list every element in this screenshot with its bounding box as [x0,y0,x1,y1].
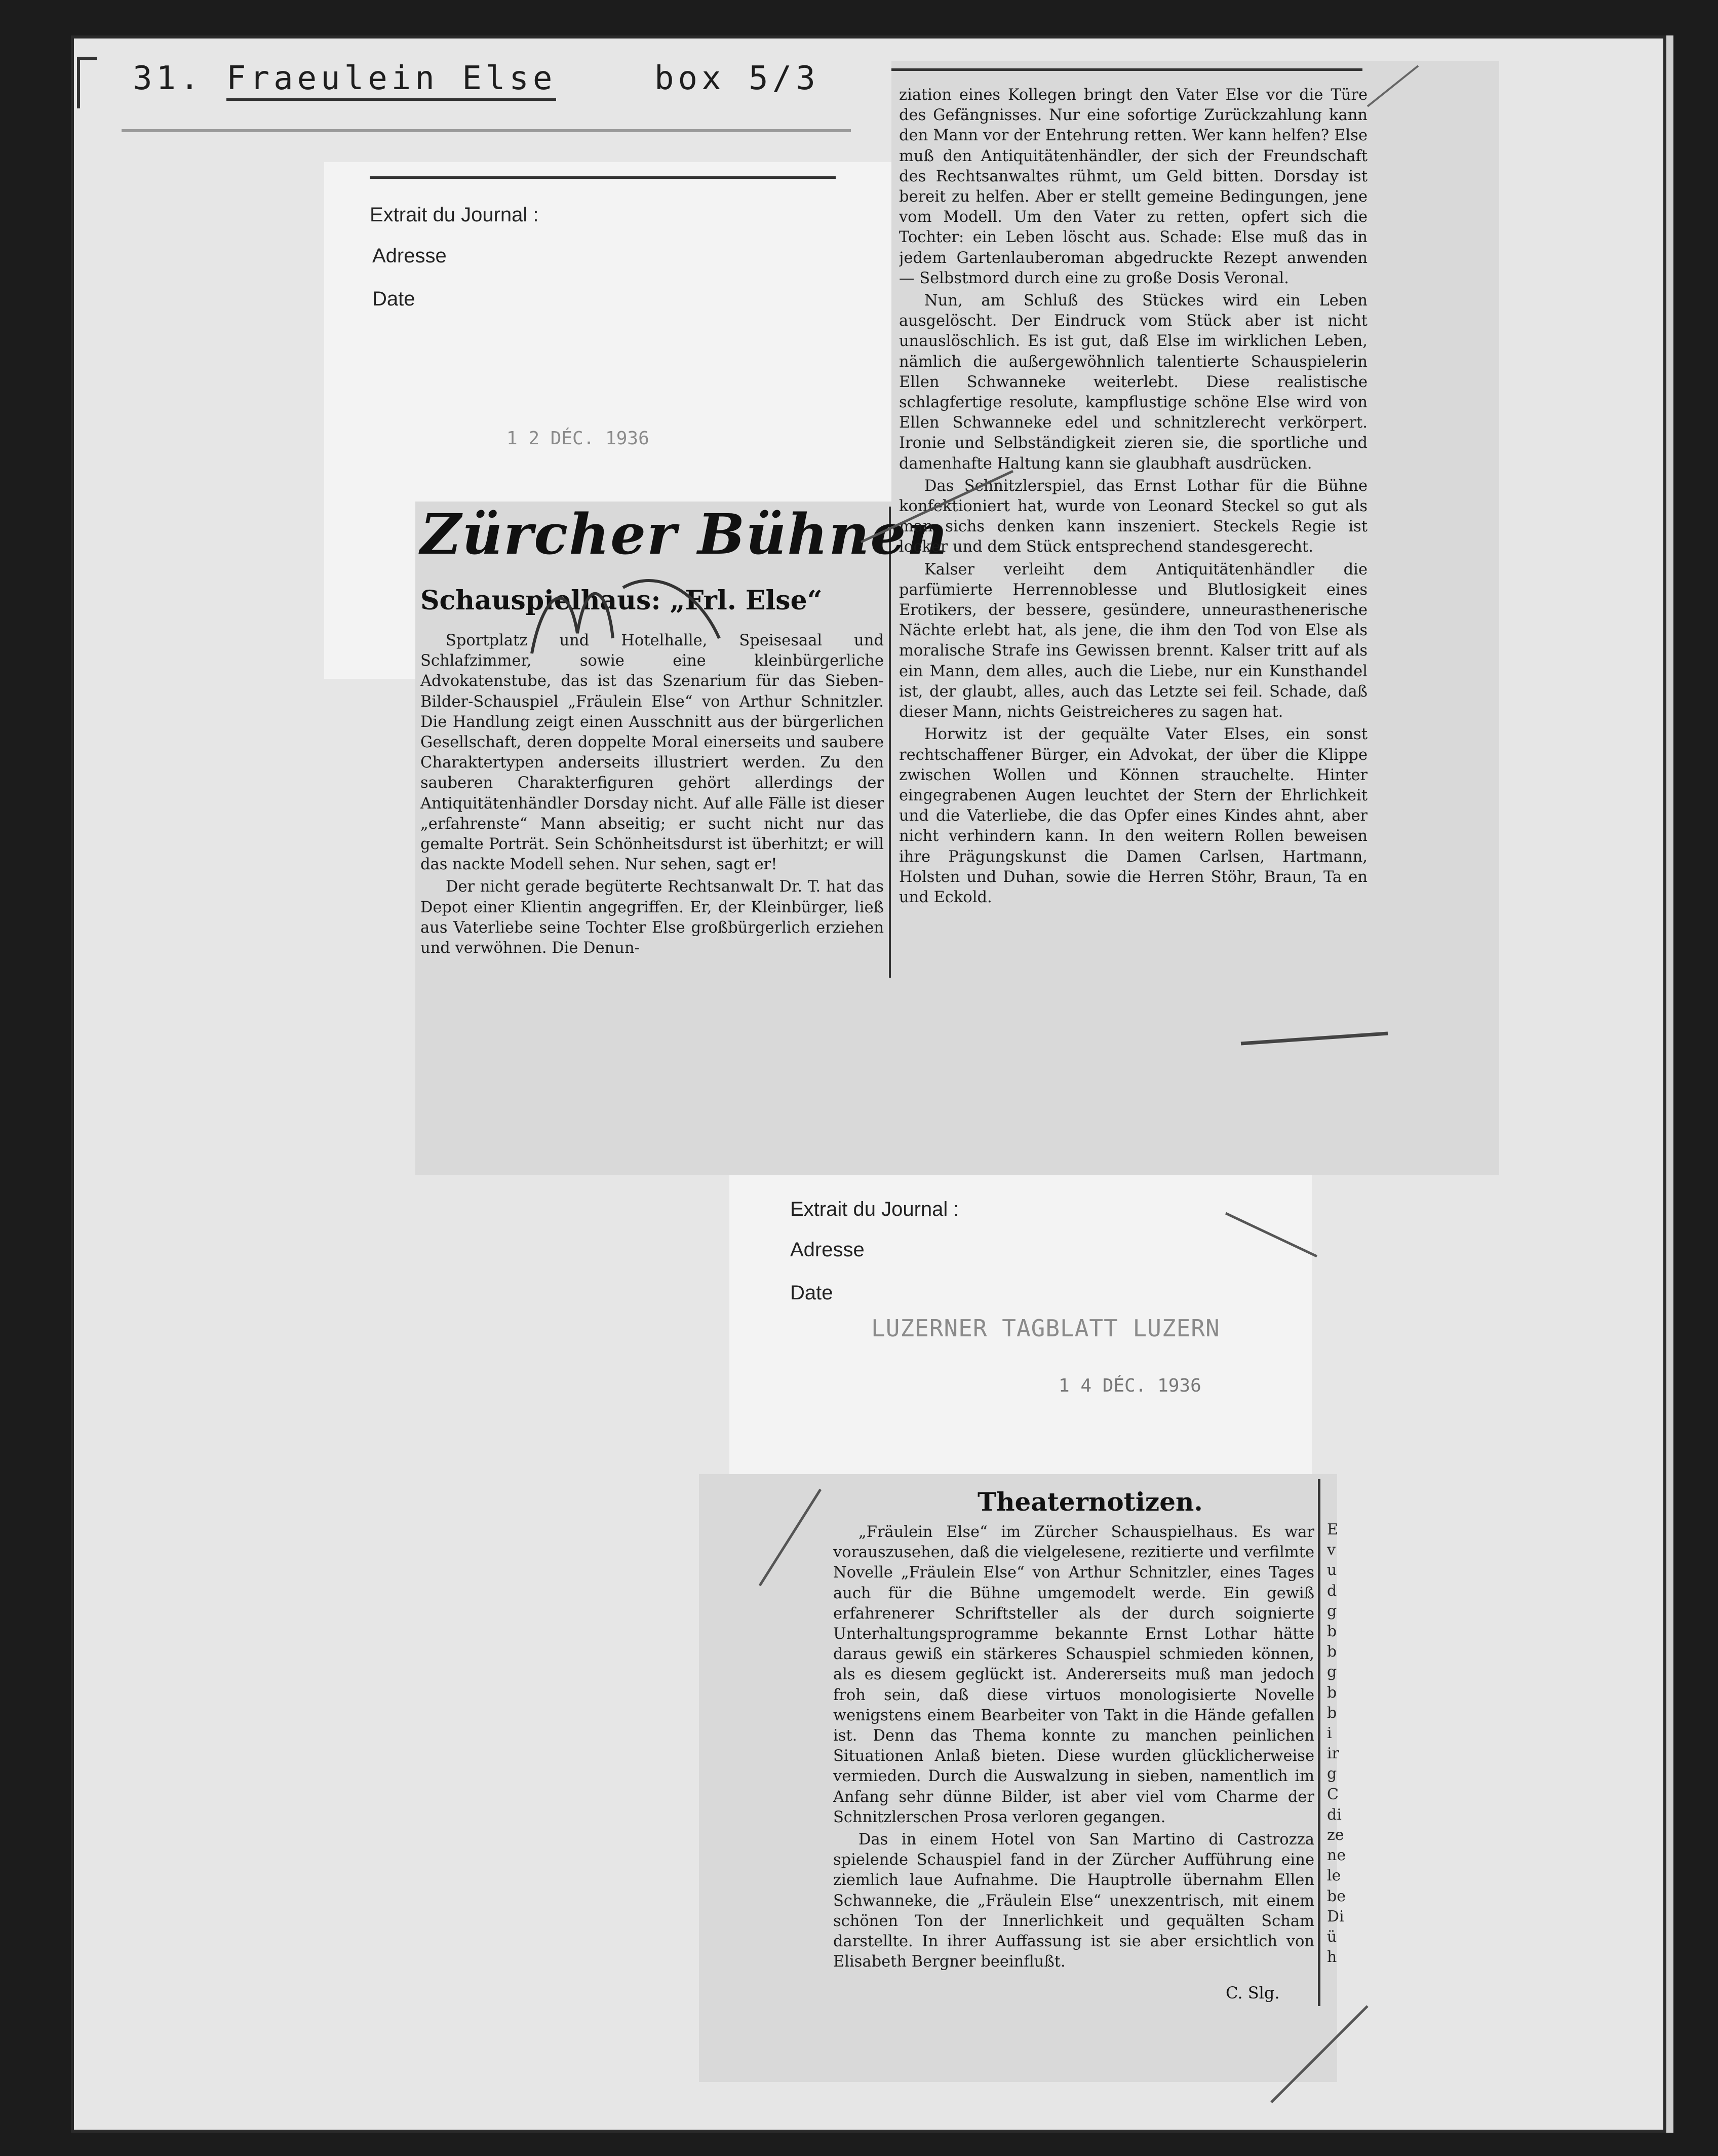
column-divider [889,507,891,978]
source-stamp: LUZERNER TAGBLATT LUZERN [871,1315,1220,1342]
journal-label: Extrait du Journal : [790,1198,959,1220]
corner-mark [77,57,97,108]
article-1-paragraph: Der nicht gerade begüterte Rechtsanwalt Dr. T. hat das Depot einer Klientin angegriffen. Er, der Kleinbürger, ließ aus Vaterliebe seine Tochter Else großbürgerlich erziehen und verwöhnen. Die Denun- [420,878,884,957]
article-1-right-column [899,85,1368,969]
article-2-paragraph: „Fräulein Else“ im Zürcher Schauspielhaus. Es war vorauszusehen, daß die vielgelesene, rezitierte und verfilmte Novelle „Fräulein Else“ von Arthur Schnitzler, eines Tages auch für die Bühne umgemodelt werde. Ein gewiß erfahrenerer Schriftsteller als der durch soignierte Unterhaltungsprogramme bekannte Ernst Lothar hätte daraus gewiß ein stärkeres Schauspiel schmieden können, als es diesem geglückt ist. Andererseits muß man jedoch froh sein, daß diese virtuos monologisierte Novelle wenigstens einem Bearbeiter von Takt in die Hände gefallen ist. Denn das Thema konnte zu manchen peinlichen Situationen Anlaß bieten. Diese wurden glücklicherweise vermieden. Durch die Auswalzung in sieben, namentlich im Anfang sehr dünne Bilder, ist aber viel vom Charme der Schnitzlerschen Prosa verloren gegangen. [833,1523,1314,1826]
margin-fragment: E [1327,1521,1338,1538]
article-2-signature: C. Slg. [1226,1983,1280,2003]
margin-fragment: d [1327,1582,1337,1600]
article-1-paragraph: Horwitz ist der gequälte Vater Elses, ein sonst rechtschaffener Bürger, ein Advokat, der über die Klippe zwischen Wollen und Können strauchelte. Hinter eingegrabenen Augen leuchtet der Stern der Ehrlichkeit und die Vaterliebe, die das Opfer eines Kindes ahnt, aber nicht verhindern kann. In den weitern Rollen beweisen ihre Prägungskunst die Damen Carlsen, Hartmann, Holsten und Duhan, sowie die Herren Stöhr, Braun, Ta en und Eckold. [899,725,1368,906]
article-2-headline: Theaternotizen. [978,1487,1203,1517]
journal-label: Extrait du Journal : [370,204,539,226]
slip-rule [370,176,836,179]
margin-fragment: u [1327,1561,1337,1580]
date-stamp: 1 4 DÉC. 1936 [1059,1375,1201,1396]
column-divider [1318,1479,1320,2006]
article-1-paragraph: Das Schnitzlerspiel, das Ernst Lothar für die Bühne konfektioniert hat, wurde von Leonard Steckel so gut als man sichs denken kann inszeniert. Steckels Regie ist locker und dem Stück entsprechend standesgerecht. [899,477,1368,556]
article-2-body [833,1522,1314,2029]
clipping-slip-bottom [729,1175,1312,1479]
margin-fragment: be [1327,1887,1346,1905]
file-number: 31. [133,60,204,97]
margin-fragment: g [1327,1663,1337,1681]
margin-fragment: b [1327,1704,1337,1722]
article-1-paragraph: Kalser verleiht dem Antiquitätenhändler die parfümierte Herrennoblesse und Blutlosigkeit eines Erotikers, der bessere, gesündere, unneurasthenerische Nächte erlebt hat, als jene, die ihm den Tod von Else als moralische Strafe ins Gewissen brennt. Kalser tritt auf als ein Mann, dem alles, auch die Liebe, nur ein Kunsthandel ist, der glaubt, alles, auch das Letzte sei feil. Schade, daß dieser Mann, nichts Geistreicheres zu sagen hat. [899,560,1368,721]
margin-fragment: h [1327,1948,1337,1967]
adjacent-column-fragments [1327,1520,1347,1968]
margin-fragment: v [1327,1541,1336,1559]
column-top-rule [891,68,1362,71]
article-1-paragraph: ziation eines Kollegen bringt den Vater Else vor die Türe des Gefängnisses. Nur eine sofortige Zurückzahlung kann den Mann vor der Entehrung retten. Wer kann helfen? Else muß den Antiquitätenhändler, der sich der Freundschaft des Rechtsanwaltes rühmt, um Geld bitten. Dorsday ist bereit zu helfen. Aber er stellt gemeine Bedingungen, jene vom Modell. Um den Vater zu retten, opfert sich die Tochter: ein Leben löscht aus. Schade: Else muß das in jedem Gartenlauberoman abgedruckte Rezept anwenden — Selbstmord durch eine zu große Dosis Veronal. [899,86,1368,287]
article-1-paragraph: Sportplatz und Hotelhalle, Speisesaal und Schlafzimmer, sowie eine kleinbürgerliche Advokatenstube, das ist das Szenarium für das Sieben-Bilder-Schauspiel „Fräulein Else“ von Arthur Schnitzler. Die Handlung zeigt einen Ausschnitt aus der bürgerlichen Gesellschaft, deren doppelte Moral einerseits und saubere Charaktertypen anderseits illustriert werden. Zu den sauberen Charakterfiguren gehört allerdings der Antiquitätenhändler Dorsday nicht. Auf alle Fälle ist dieser „erfahrenste“ Mann abseitig; er sucht nicht nur das gemalte Porträt. Sein Schönheitsdurst ist überhitzt; er will das nackte Modell sehen. Nur sehen, sagt er! [420,632,884,874]
header-divider [122,129,851,132]
article-1-subheadline: Schauspielhaus: „Frl. Else“ [420,585,823,616]
address-label: Adresse [790,1239,865,1261]
margin-fragment: C [1327,1785,1339,1803]
file-title: Fraeulein Else [226,60,556,101]
margin-fragment: b [1327,1623,1337,1641]
box-label: box 5/3 [654,60,819,97]
margin-fragment: i [1327,1724,1332,1743]
margin-fragment: ü [1327,1928,1337,1946]
article-1-paragraph: Nun, am Schluß des Stückes wird ein Leben ausgelöscht. Der Eindruck vom Stück aber ist nicht unauslöschlich. Es ist gut, daß Else im wirklichen Leben, nämlich die außergewöhnlich talentierte Schauspielerin Ellen Schwanneke weiterlebt. Diese realistische schlagfertige resolute, kampflustige schöne Else wird von Ellen Schwanneke edel und schnitzlerecht verkörpert. Ironie und Selbständigkeit zieren sie, die sportliche und damenhafte Haltung kann sie glaubhaft ausdrücken. [899,292,1368,473]
date-label: Date [790,1282,833,1304]
margin-fragment: di [1327,1805,1342,1824]
margin-fragment: ze [1327,1826,1344,1844]
date-label: Date [372,288,415,310]
article-1-left-column [420,631,884,965]
article-1-headline: Zürcher Bühnen [420,502,949,567]
margin-fragment: le [1327,1867,1341,1885]
margin-fragment: g [1327,1765,1337,1783]
date-stamp: 1 2 DÉC. 1936 [506,428,649,449]
margin-fragment: ne [1327,1846,1346,1865]
margin-fragment: g [1327,1602,1337,1620]
margin-fragment: ir [1327,1745,1339,1763]
margin-fragment: b [1327,1683,1337,1702]
margin-fragment: b [1327,1643,1337,1661]
address-label: Adresse [372,245,447,267]
article-2-paragraph: Das in einem Hotel von San Martino di Castrozza spielende Schauspiel fand in der Zürcher Aufführung eine ziemlich laue Aufnahme. Die Hauptrolle übernahm Ellen Schwanneke, die „Fräulein Else“ unexzentrisch, mit einem schönen Ton der Innerlichkeit und gequälten Scham darstellte. In ihrer Auffassung ist sie aber ersichtlich von Elisabeth Bergner beeinflußt. [833,1831,1314,1971]
margin-fragment: Di [1327,1907,1344,1926]
